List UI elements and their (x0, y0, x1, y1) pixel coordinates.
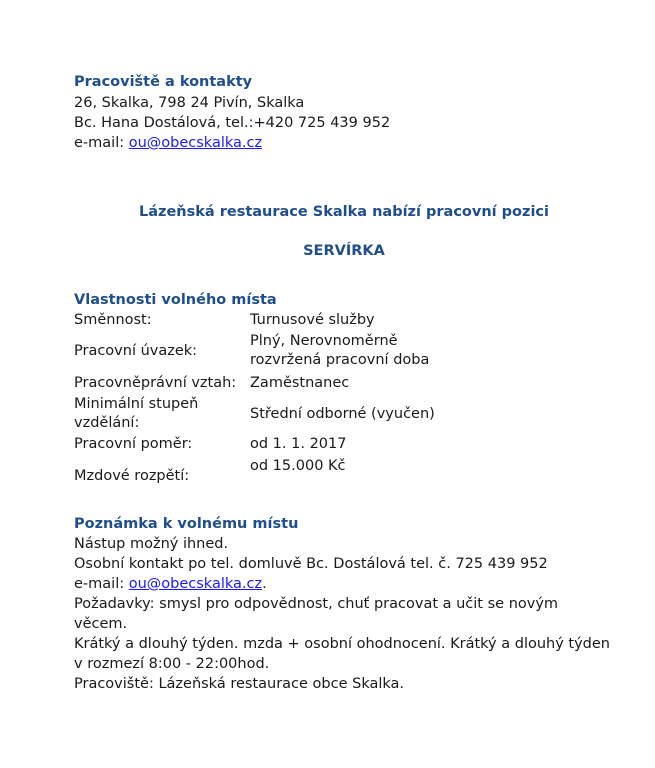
note-workplace: Pracoviště: Lázeňská restaurace obce Skalka. (74, 676, 405, 692)
contacts-person: Bc. Hana Dostálová, tel.:+420 725 439 952 (74, 115, 391, 131)
note-shifts-line-2: v rozmezí 8:00 - 22:00hod. (74, 656, 270, 672)
property-row-vzdelani (74, 395, 614, 435)
property-value: Turnusové služby (250, 312, 375, 328)
note-requirements: Požadavky: smysl pro odpovědnost, chuť pracovat a učit se novým věcem. (74, 596, 559, 632)
property-value: od 1. 1. 2017 (250, 436, 347, 452)
note-start: Nástup možný ihned. (74, 536, 229, 552)
property-label: Pracovní úvazek: (74, 343, 198, 359)
property-label: Pracovní poměr: (74, 436, 193, 452)
contacts-email-line (74, 133, 390, 153)
property-label: Pracovněprávní vztah: (74, 375, 237, 391)
note-shifts-line-1: Krátký a dlouhý týden. mzda + osobní ohodnocení. Krátký a dlouhý týden (74, 636, 610, 652)
contacts-email-prefix: e-mail: (74, 135, 129, 151)
property-row-uvazek (74, 332, 614, 372)
property-value: Plný, Nerovnoměrně rozvržená pracovní doba (250, 333, 430, 368)
property-label: Mzdové rozpětí: (74, 468, 190, 484)
property-value: Střední odborné (vyučen) (250, 406, 435, 422)
contacts-section (74, 73, 390, 153)
contacts-heading: Pracoviště a kontakty (74, 74, 253, 90)
properties-heading: Vlastnosti volného místa (74, 292, 277, 308)
offer-position: SERVÍRKA (303, 243, 385, 259)
property-row-pomer (74, 435, 614, 455)
property-label: Minimální stupeň vzdělání: (74, 396, 199, 431)
note-email-line (74, 574, 614, 594)
offer-title: Lázeňská restaurace Skalka nabízí pracovní pozici (138, 204, 549, 220)
note-email-prefix: e-mail: (74, 576, 129, 592)
property-label: Směnnost: (74, 312, 152, 328)
note-section (74, 514, 614, 694)
property-value: Zaměstnanec (250, 375, 350, 391)
note-contact: Osobní kontakt po tel. domluvě Bc. Dostálová tel. č. 725 439 952 (74, 556, 548, 572)
contacts-email-link[interactable]: ou@obecskalka.cz (128, 135, 263, 151)
property-row-smennost (74, 311, 614, 331)
note-heading: Poznámka k volnému místu (74, 516, 299, 532)
note-email-suffix: . (262, 576, 267, 592)
contacts-address: 26, Skalka, 798 24 Pivín, Skalka (74, 95, 305, 111)
note-email-link[interactable]: ou@obecskalka.cz (128, 576, 263, 592)
property-row-vztah (74, 374, 614, 394)
property-row-mzda (74, 457, 614, 487)
property-value: od 15.000 Kč (250, 458, 346, 474)
